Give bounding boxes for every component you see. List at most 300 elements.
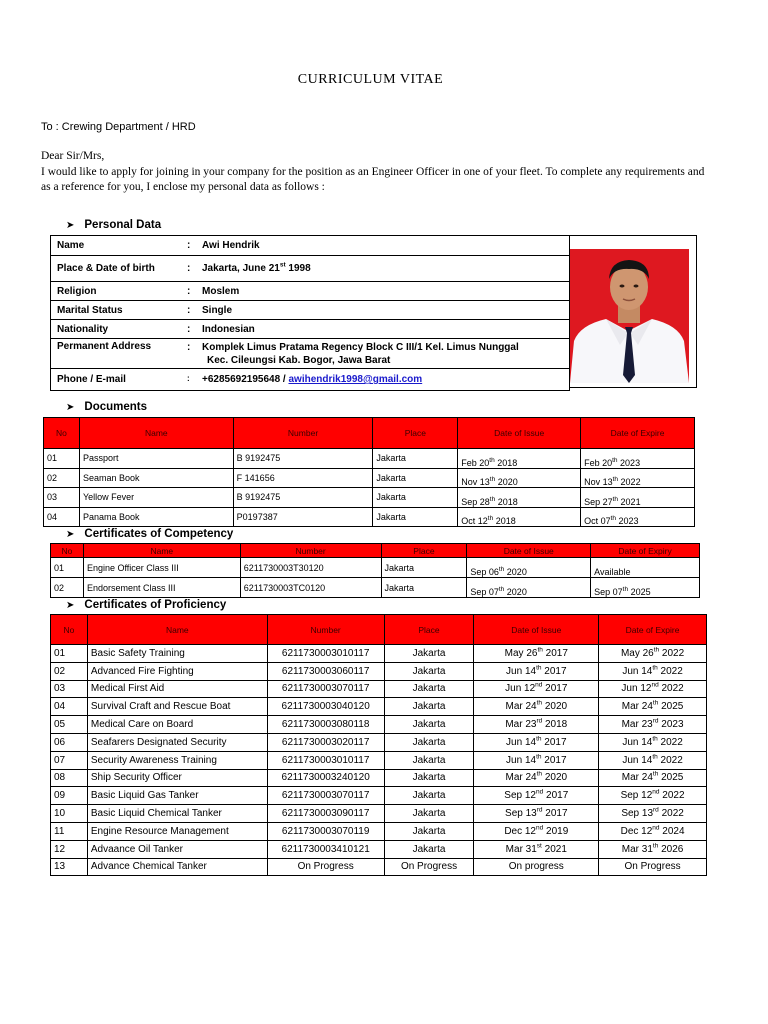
date-suffix: rd (652, 717, 659, 725)
cell-name: Advaance Oil Tanker (87, 840, 267, 858)
table-row (51, 787, 707, 805)
date-year: 2018 (495, 496, 518, 507)
date-year: 2022 (618, 477, 641, 487)
cell-no: 07 (51, 751, 88, 769)
cell-date-issue (458, 488, 581, 508)
table-row (51, 282, 570, 301)
cell-place: Jakarta (373, 507, 458, 527)
date-main: Jun 14 (622, 754, 653, 766)
column-header: Number (240, 544, 381, 558)
table-row (51, 751, 707, 769)
section-title: Personal Data (84, 219, 162, 231)
cell-number: 6211730003090117 (267, 805, 384, 823)
date-main: Sep 13 (505, 808, 537, 820)
colon: : (187, 240, 191, 251)
date-year: 2022 (657, 754, 683, 766)
cell-place: Jakarta (384, 733, 474, 751)
table-row (51, 236, 570, 256)
date-suffix: th (612, 456, 618, 464)
cell-number: 6211730003070117 (267, 787, 384, 805)
date-main: Mar 24 (621, 772, 653, 784)
cell-date-expire (599, 822, 707, 840)
date-suffix: th (489, 476, 496, 483)
column-header: No (44, 418, 80, 449)
cell-date-issue (467, 578, 591, 598)
date-suffix: th (536, 735, 542, 743)
cell-name: Engine Officer Class III (83, 558, 240, 578)
section-documents (66, 401, 147, 413)
cell-place: Jakarta (384, 787, 474, 805)
date-main: Jun 12 (621, 683, 652, 695)
date-suffix: th (652, 771, 659, 779)
cell-place: Jakarta (381, 558, 467, 578)
date-main: Mar 23 (505, 719, 537, 731)
column-header: No (51, 544, 84, 558)
marital-text: Single (202, 304, 233, 316)
date-main: Sep 27 (584, 496, 613, 507)
column-header: Date of Expire (599, 615, 707, 645)
column-header: Date of Issue (467, 544, 591, 558)
table-header-row (51, 615, 707, 645)
cell-no: 04 (44, 507, 80, 527)
date-suffix: nd (651, 682, 659, 690)
column-header: Date of Issue (474, 615, 599, 645)
date-year: 2017 (541, 754, 567, 766)
cell-no: 06 (51, 733, 88, 751)
nationality-value (181, 320, 570, 339)
column-header: Date of Expire (581, 418, 695, 449)
cell-no: 13 (51, 858, 88, 876)
phone-number: +6285692195648 (202, 374, 281, 385)
date-year: 2017 (541, 665, 567, 677)
table-row (44, 468, 695, 488)
table-row (51, 662, 707, 680)
table-header-row (44, 418, 695, 449)
date-suffix: rd (653, 806, 659, 814)
address-line-1: Komplek Limus Pratama Regency Block C III/1 Kel. Limus Nunggal (202, 342, 519, 353)
marital-value (181, 301, 570, 320)
date-suffix: th (612, 495, 619, 503)
section-proficiency (66, 599, 226, 611)
date-year: 2025 (658, 701, 684, 713)
table-row (51, 339, 570, 369)
cell-date-expire (581, 507, 695, 527)
colon: : (187, 323, 191, 335)
date-year: 2017 (541, 736, 567, 748)
date-main: Mar 31 (621, 843, 653, 855)
contact-label: Phone / E-mail (51, 369, 182, 391)
table-row (51, 769, 707, 787)
date-main: Sep 28 (461, 496, 490, 507)
date-main: Jun 14 (506, 736, 537, 748)
cell-date-issue (467, 558, 591, 578)
date-year: 2022 (657, 736, 683, 748)
table-row (51, 822, 707, 840)
cell-name: Passport (79, 449, 233, 469)
column-header: Number (267, 615, 384, 645)
cell-place: Jakarta (384, 769, 474, 787)
cell-date-expire (599, 805, 707, 823)
date-year: 2022 (658, 683, 684, 695)
cell-date-expire (599, 840, 707, 858)
date-main: Jun 14 (506, 754, 537, 766)
cell-name: Survival Craft and Rescue Boat (87, 698, 267, 716)
cell-date-issue (474, 787, 599, 805)
section-title: Certificates of Competency (84, 528, 234, 540)
table-row (51, 680, 707, 698)
date-main: Oct 12 (461, 516, 488, 526)
cell-date-issue (458, 449, 581, 469)
date-main: Jun 12 (505, 683, 536, 695)
cell-number: 6211730003410121 (267, 840, 384, 858)
colon: : (187, 374, 190, 383)
portrait-illustration (570, 249, 689, 383)
date-suffix: nd (652, 824, 660, 832)
date-suffix: th (653, 646, 660, 654)
date-main: Dec 12 (620, 825, 653, 837)
date-year: 2017 (543, 790, 569, 802)
date-year: 2026 (658, 843, 684, 855)
date-main: Mar 31 (505, 843, 537, 855)
cell-place: Jakarta (373, 488, 458, 508)
cell-date-issue (474, 733, 599, 751)
cell-date-issue (474, 805, 599, 823)
colon: : (187, 285, 191, 297)
cell-date-expire (599, 716, 707, 734)
arrow-bullet-icon: ➤ (66, 529, 75, 540)
cell-place: Jakarta (381, 578, 467, 598)
cell-place: Jakarta (384, 698, 474, 716)
contact-separator: / (280, 374, 289, 385)
date-suffix: th (489, 495, 496, 503)
cell-date-expire (599, 858, 707, 876)
table-row (51, 369, 570, 391)
cv-title: CURRICULUM VITAE (297, 72, 444, 87)
section-title: Documents (84, 401, 148, 413)
cell-date-issue (474, 769, 599, 787)
recipient-line: To : Crewing Department / HRD (41, 121, 196, 133)
cell-date-issue (474, 698, 599, 716)
cell-name: Advance Chemical Tanker (87, 858, 267, 876)
date-suffix: th (652, 699, 659, 707)
date-main: Sep 12 (620, 790, 653, 802)
date-year: 2020 (504, 587, 527, 597)
date-suffix: th (622, 586, 629, 593)
cell-date-issue (474, 822, 599, 840)
cell-no: 02 (44, 468, 80, 488)
table-row (51, 805, 707, 823)
date-suffix: th (612, 476, 619, 483)
date-suffix: nd (652, 788, 660, 796)
date-year: 2023 (617, 457, 641, 468)
date-suffix: th (610, 515, 617, 522)
column-header: Place (381, 544, 467, 558)
cell-date-expire (591, 558, 700, 578)
nationality-text: Indonesian (202, 323, 255, 335)
cell-number: On Progress (267, 858, 384, 876)
cell-name: Security Awareness Training (87, 751, 267, 769)
date-main: May 26 (504, 647, 538, 659)
arrow-bullet-icon: ➤ (66, 600, 75, 611)
date-main: Available (594, 567, 631, 577)
cell-name: Seaman Book (79, 468, 233, 488)
column-header: Place (373, 418, 458, 449)
cell-number: F 141656 (233, 468, 373, 488)
date-main: Sep 13 (621, 808, 654, 820)
name-value (181, 236, 570, 256)
cell-no: 02 (51, 578, 84, 598)
date-main: Mar 23 (621, 719, 653, 731)
cell-no: 01 (44, 449, 80, 469)
date-suffix: nd (535, 682, 543, 690)
date-suffix: st (536, 842, 542, 850)
date-main: Jun 14 (506, 665, 537, 677)
cell-date-issue (474, 680, 599, 698)
column-header: Name (79, 418, 233, 449)
date-suffix: rd (536, 806, 543, 814)
marital-label: Marital Status (51, 301, 182, 320)
column-header: Date of Issue (458, 418, 581, 449)
cell-no: 01 (51, 645, 88, 663)
date-year: 2017 (542, 808, 568, 820)
cell-no: 09 (51, 787, 88, 805)
date-year: 2021 (618, 496, 641, 507)
cell-name: Yellow Fever (79, 488, 233, 508)
date-suffix: th (652, 842, 659, 850)
cell-place: Jakarta (384, 840, 474, 858)
date-year: 2023 (616, 516, 639, 526)
date-suffix: nd (536, 824, 544, 832)
date-main: Mar 24 (621, 701, 653, 713)
cell-place: On Progress (384, 858, 474, 876)
date-main: Dec 12 (504, 825, 536, 837)
cell-number: 6211730003060117 (267, 662, 384, 680)
personal-data-table (50, 235, 570, 391)
cell-date-expire (591, 578, 700, 598)
birth-label: Place & Date of birth (51, 256, 182, 282)
date-year: 2022 (659, 790, 685, 802)
cell-number: 6211730003070119 (267, 822, 384, 840)
date-year: 2020 (542, 701, 568, 713)
date-main: Nov 13 (584, 477, 613, 487)
date-main: May 26 (620, 647, 654, 659)
cell-number: B 9192475 (233, 449, 373, 469)
cell-place: Jakarta (384, 805, 474, 823)
cell-date-issue (474, 662, 599, 680)
cell-place: Jakarta (384, 751, 474, 769)
cell-number: B 9192475 (233, 488, 373, 508)
date-main: Jun 14 (622, 736, 653, 748)
intro-paragraph: I would like to apply for joining in your company for the position as an Engineer Officer in one of your fleet. To complete any requirements and as a reference for you, I enclose my personal data as follows : (41, 166, 705, 193)
column-header: Name (87, 615, 267, 645)
arrow-bullet-icon: ➤ (66, 402, 75, 413)
cell-no: 01 (51, 558, 84, 578)
birth-suffix: st (279, 261, 286, 269)
date-year: 2020 (495, 477, 518, 487)
cell-name: Basic Safety Training (87, 645, 267, 663)
cell-date-issue (474, 716, 599, 734)
date-main: On progress (508, 861, 564, 873)
table-row (51, 320, 570, 339)
table-row (51, 645, 707, 663)
colon: : (187, 342, 191, 353)
cell-number: P0197387 (233, 507, 373, 527)
date-year: 2022 (657, 665, 683, 677)
cell-date-issue (474, 645, 599, 663)
cell-no: 12 (51, 840, 88, 858)
date-suffix: th (536, 753, 542, 761)
cell-name: Seafarers Designated Security (87, 733, 267, 751)
arrow-bullet-icon: ➤ (66, 220, 75, 231)
cell-date-expire (599, 769, 707, 787)
birth-text: Jakarta, June 21 (202, 263, 280, 274)
cell-number: 6211730003040120 (267, 698, 384, 716)
column-header: Name (83, 544, 240, 558)
birth-value (181, 256, 570, 282)
cell-name: Ship Security Officer (87, 769, 267, 787)
cell-date-expire (599, 645, 707, 663)
section-title: Certificates of Proficiency (84, 599, 227, 611)
cell-number: 6211730003020117 (267, 733, 384, 751)
column-header: Place (384, 615, 474, 645)
cell-name: Panama Book (79, 507, 233, 527)
cell-date-expire (581, 488, 695, 508)
cell-name: Endorsement Class III (83, 578, 240, 598)
table-row (51, 256, 570, 282)
date-year: 2021 (541, 843, 567, 855)
cell-number: 6211730003T30120 (240, 558, 381, 578)
date-main: Sep 07 (594, 587, 623, 597)
column-header: Number (233, 418, 373, 449)
email-link[interactable]: awihendrik1998@gmail.com (288, 374, 423, 385)
cell-date-issue (458, 507, 581, 527)
date-main: Mar 24 (505, 772, 537, 784)
date-year: 2023 (658, 719, 684, 731)
date-year: 2018 (493, 516, 516, 526)
cell-date-issue (474, 751, 599, 769)
column-header: Date of Expiry (591, 544, 700, 558)
cell-place: Jakarta (373, 449, 458, 469)
date-main: Jun 14 (622, 665, 653, 677)
date-main: Mar 24 (505, 701, 537, 713)
address-label: Permanent Address (51, 339, 182, 369)
date-main: Nov 13 (461, 477, 490, 487)
cell-no: 03 (44, 488, 80, 508)
date-year: 2019 (543, 825, 569, 837)
date-main: On Progress (624, 861, 681, 873)
table-row (44, 488, 695, 508)
table-row (51, 840, 707, 858)
date-year: 2024 (659, 825, 685, 837)
cell-date-issue (458, 468, 581, 488)
cell-place: Jakarta (384, 716, 474, 734)
date-year: 2022 (659, 647, 685, 659)
religion-text: Moslem (202, 285, 240, 297)
date-suffix: th (489, 456, 495, 464)
nationality-label: Nationality (51, 320, 182, 339)
cell-date-issue (474, 858, 599, 876)
address-line-2: Kec. Cileungsi Kab. Bogor, Jawa Barat (207, 355, 391, 366)
cell-number: 6211730003TC0120 (240, 578, 381, 598)
date-suffix: th (652, 735, 658, 743)
table-row (51, 558, 700, 578)
cell-no: 11 (51, 822, 88, 840)
date-suffix: th (498, 586, 505, 593)
date-suffix: th (487, 515, 494, 522)
birth-year: 1998 (285, 263, 311, 274)
date-suffix: rd (536, 717, 543, 725)
date-year: 2017 (542, 683, 568, 695)
date-suffix: nd (536, 788, 544, 796)
name-label: Name (51, 236, 182, 256)
date-suffix: th (536, 664, 542, 672)
date-year: 2018 (494, 457, 518, 468)
cell-no: 02 (51, 662, 88, 680)
competency-table (50, 543, 700, 598)
applicant-name: Awi Hendrik (202, 240, 260, 251)
section-competency (66, 528, 233, 540)
cell-number: 6211730003240120 (267, 769, 384, 787)
cell-name: Medical Care on Board (87, 716, 267, 734)
cell-name: Engine Resource Management (87, 822, 267, 840)
table-row (44, 449, 695, 469)
date-year: 2022 (658, 808, 684, 820)
cell-date-expire (599, 680, 707, 698)
table-row (44, 507, 695, 527)
cell-name: Basic Liquid Chemical Tanker (87, 805, 267, 823)
cell-place: Jakarta (384, 822, 474, 840)
column-header: No (51, 615, 88, 645)
cell-date-expire (581, 449, 695, 469)
cell-number: 6211730003010117 (267, 751, 384, 769)
cell-number: 6211730003080118 (267, 716, 384, 734)
cell-number: 6211730003010117 (267, 645, 384, 663)
table-row (51, 858, 707, 876)
documents-table (43, 417, 695, 527)
section-personal-data (66, 219, 161, 231)
date-main: Feb 20 (461, 457, 490, 468)
cell-no: 08 (51, 769, 88, 787)
cell-date-expire (599, 698, 707, 716)
table-row (51, 301, 570, 320)
religion-label: Religion (51, 282, 182, 301)
applicant-photo (570, 249, 689, 383)
contact-value (181, 369, 570, 391)
date-suffix: th (536, 699, 543, 707)
table-row (51, 578, 700, 598)
cell-date-issue (474, 840, 599, 858)
table-row (51, 698, 707, 716)
cell-no: 10 (51, 805, 88, 823)
cell-date-expire (581, 468, 695, 488)
cell-name: Basic Liquid Gas Tanker (87, 787, 267, 805)
table-header-row (51, 544, 700, 558)
colon: : (187, 263, 191, 274)
cell-no: 03 (51, 680, 88, 698)
date-suffix: th (537, 646, 543, 654)
date-year: 2025 (628, 587, 651, 597)
date-year: 2025 (658, 772, 684, 784)
cell-place: Jakarta (384, 645, 474, 663)
cell-no: 05 (51, 716, 88, 734)
date-suffix: th (536, 771, 543, 779)
table-row (51, 716, 707, 734)
cell-place: Jakarta (373, 468, 458, 488)
date-main: Feb 20 (584, 457, 613, 468)
date-suffix: th (498, 566, 505, 573)
cell-name: Advanced Fire Fighting (87, 662, 267, 680)
cell-no: 04 (51, 698, 88, 716)
